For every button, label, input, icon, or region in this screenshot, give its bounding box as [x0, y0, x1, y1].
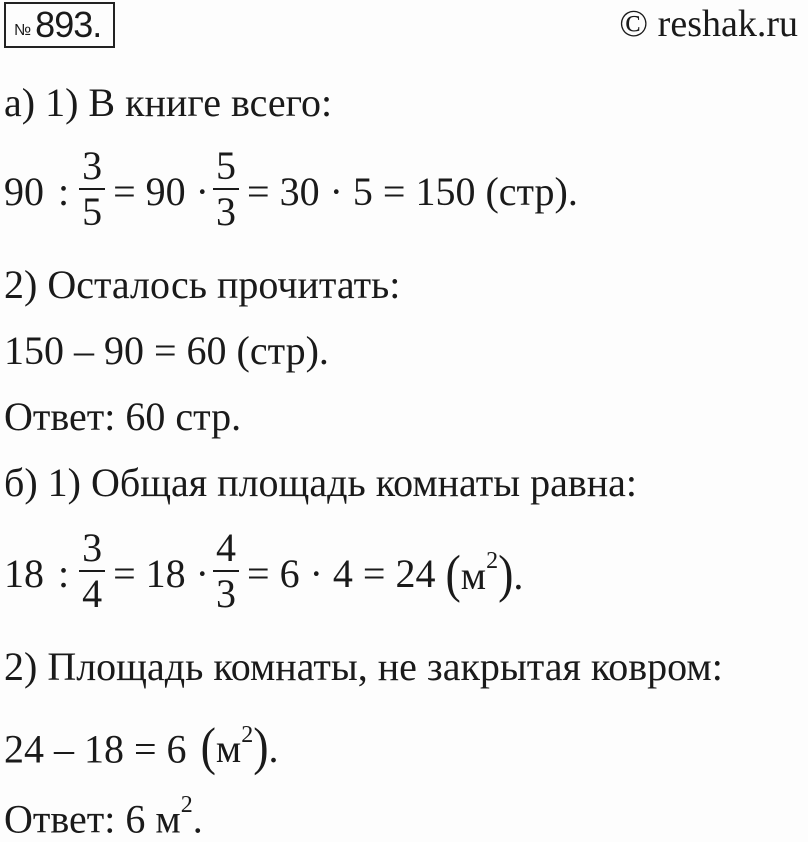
fraction-denominator: 5 [82, 189, 103, 234]
fraction-1 [79, 143, 105, 234]
answer-text: Ответ: 6 м [4, 796, 181, 842]
unit: м [460, 552, 487, 598]
eq-text: 24 – 18 = 6 [4, 726, 187, 772]
part-b-step1-title: б) 1) Общая площадь комнаты равна: [4, 460, 638, 505]
number-sign: № [14, 22, 32, 39]
answer-end: . [192, 796, 203, 842]
part-b-answer [4, 788, 203, 842]
problem-number: 893. [35, 4, 102, 45]
fraction-numerator: 5 [213, 146, 239, 190]
eq-rest: = 30 · 5 = 150 (стр). [247, 168, 578, 214]
part-a-answer: Ответ: 60 стр. [4, 394, 242, 439]
fraction-denominator: 3 [216, 189, 237, 234]
eq-colon: : [58, 550, 70, 596]
fraction-2 [213, 143, 239, 234]
unit: м [215, 726, 242, 772]
part-b-step2-title: 2) Площадь комнаты, не закрытая ковром: [4, 644, 723, 689]
unit-power: 2 [241, 722, 254, 748]
paren-open: ( [445, 543, 461, 603]
eq-mid: = 18 · [113, 550, 210, 596]
eq-left: 90 [4, 168, 44, 214]
answer-power: 2 [180, 792, 193, 818]
part-a-step2-title: 2) Осталось прочитать: [4, 262, 401, 307]
paren-close: ) [253, 717, 269, 777]
fraction-1 [79, 525, 105, 616]
part-a-equation-2: 150 – 90 = 60 (стр). [4, 328, 329, 373]
fraction-2 [213, 525, 239, 616]
fraction-numerator: 4 [213, 528, 239, 572]
fraction-numerator: 3 [79, 146, 105, 190]
fraction-denominator: 4 [82, 571, 103, 616]
eq-end: . [513, 552, 524, 598]
problem-number-badge [4, 2, 115, 48]
part-a-step1-title: а) 1) В книге всего: [4, 80, 333, 125]
unit-group [445, 543, 524, 603]
fraction-denominator: 3 [216, 571, 237, 616]
watermark: © reshak.ru [619, 3, 798, 45]
unit-power: 2 [486, 548, 499, 575]
part-a-equation-1 [4, 143, 578, 234]
paren-open: ( [200, 717, 216, 777]
paren-close: ) [498, 543, 514, 603]
fraction-numerator: 3 [79, 528, 105, 572]
part-b-equation-1 [4, 525, 524, 616]
unit-group [200, 717, 279, 777]
eq-colon: : [58, 168, 70, 214]
eq-rest: = 6 · 4 = 24 [247, 550, 436, 596]
eq-end: . [268, 726, 279, 772]
eq-mid: = 90 · [113, 168, 210, 214]
part-b-equation-2 [4, 717, 279, 777]
eq-left: 18 [4, 550, 44, 596]
